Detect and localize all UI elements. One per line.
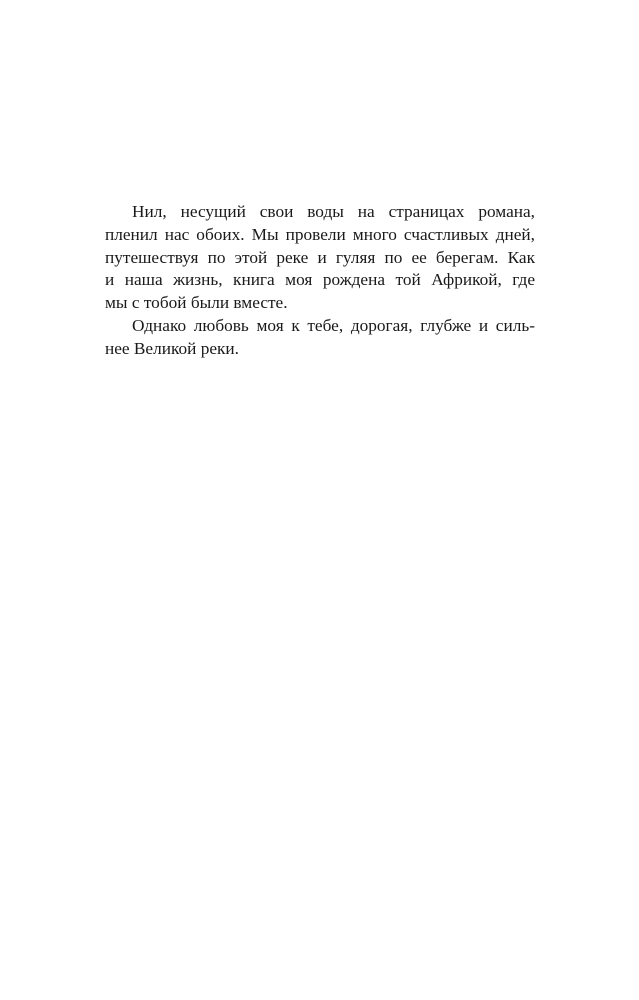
dedication-text: [105, 201, 535, 361]
text-line: путешествуя по этой реке и гуляя по ее берегам. Как: [105, 247, 535, 267]
text-line: пленил нас обоих. Мы провели много счастливых дней,: [105, 224, 535, 244]
text-line: Однако любовь моя к тебе, дорогая, глубже и силь-: [132, 315, 535, 335]
paragraph-1: [105, 201, 535, 315]
text-line: Нил, несущий свои воды на страницах романа,: [132, 202, 535, 221]
paragraph-2: [105, 315, 535, 361]
text-line: и наша жизнь, книга моя рождена той Африкой, где: [105, 270, 535, 290]
text-line: мы с тобой были вместе.: [105, 293, 288, 313]
text-line: нее Великой реки.: [105, 338, 239, 358]
